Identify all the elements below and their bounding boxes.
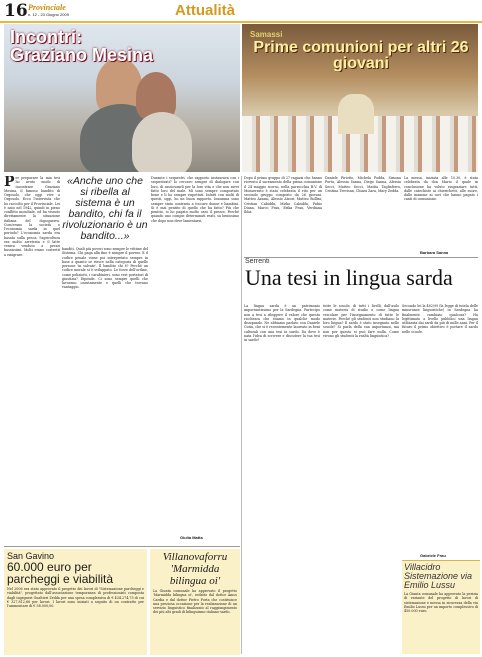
- mesina-column-2: [62, 176, 148, 542]
- pull-quote: «Anche uno che si ribella al sistema è un bandito, chi fa il rivoluzionario è un bandito...»: [62, 176, 148, 242]
- tesi-column-3: Secondo lei la 482/99 (la legge di tutela delle minoranze linguistiche) in Sardegna ha finalmente cambiato qualcosa? Ha legittimato a livello pubblico una lingua utilizzata dai sardi da più di mille anni. Per il futuro il primo obiettivo è portare il sardo nelle scuole.: [402, 304, 478, 334]
- mesina-column-3: [151, 176, 239, 542]
- tesi-headline: Una tesi in lingua sarda: [245, 266, 453, 290]
- comunioni-column-2: Daniele Piriotto, Michela Podda, Simona Porta, Alessia Sanna, Diego Sanna, Alessia Secci, Matteo Secci, Mattia Tagliaferro, Cristina Trevisan, Chiara Zara, Mary Zedda.: [325, 176, 401, 193]
- mesina-col2-text: banditi. Quali più poveri sono sempre le vittime del Sistema. Chi paga alla fine è sempre il povero. E il codice penale viene poi interpretato sempre in base a quanto se riesce nella categoria di quelle persone 'in salvate'. Il bandito chi è? Perché un codice morale si è sviluppato. Le forze dell'ordine, come poliziotti, i carabinieri, sono veri portatori di giustizia? Dipende. Ci sono sempre quelli che lavorano onestamente e quelli che trovano vantaggio.: [62, 247, 148, 290]
- divider: [4, 546, 240, 547]
- comunioni-headline: Prime comunioni per altri 26 giovani: [253, 40, 469, 72]
- tesi-kicker: Serrenti: [245, 258, 270, 265]
- dropcap: P: [4, 176, 15, 190]
- sangavino-kicker: San Gavino: [7, 551, 55, 561]
- sangavino-headline: 60.000 euro per parcheggi e viabilità: [7, 560, 114, 586]
- villacidro-body: La Giunta comunale ha approvato la perizia di variante del progetto di lavori di sistemazione e messa in sicurezza della via Emilio Lussu per un importo complessivo di 450.000 euro.: [404, 592, 478, 613]
- issue-date: n. 12 - 23 Giugno 2009: [28, 12, 69, 17]
- tesi-column-2: tutte le scuole, di tutti i livelli, dall'asilo come materia di studio e come lingua veicolare per l'insegnamento di tutte le materie. Perché gli studenti non studiano la loro lingua? Il sardo è stato insegnato nelle scuole? Si parla della sua importanza, ma non per questo si può fare nulla. Come vivono gli studenti la realtà linguistica?: [323, 304, 399, 338]
- villacidro-kicker: Villacidro: [404, 562, 441, 572]
- comunioni-column-1: Dopo il primo gruppo di 27 ragazzi che hanno ricevuto il sacramento della prima comunione il 24 maggio scorso, nella parrocchia B.V. di Monserrato è stata celebrata il rito per un secondo gruppo composto da 26 giovani. Matteo Azzani, Alessio Atzori, Matteo Bollini, Cristian Cabiddu, Mirko Cabiddu, Fabio Diana, Marco Frau, Erika Frau, Verdiana Ibba.: [244, 176, 322, 214]
- page-number: 16: [4, 1, 28, 21]
- tesi-column-1: La lingua sarda è un patrimonio importantissimo per la Sardegna. Partecipo non a tesi a rileggere il valore che questa ricchezza che stiamo in qualche modo dissipando. Ne abbiamo parlato con Daniele Cutiu, che si è recentemente laureato in beni culturali con una tesi in sardo. Da dove è nata l'idea di scrivere e discutere la tua tesi in sardo?: [244, 304, 320, 342]
- divider: [244, 257, 478, 258]
- comunioni-kicker: Samassi: [250, 30, 283, 39]
- villacidro-headline: Sistemazione via Emilio Lussu: [404, 571, 473, 590]
- center-divider: [241, 176, 242, 654]
- mesina-col1-text: er preparare la mia tesi ho avuto modo di incontrare Graziano Mesina, il famoso bandito di Orgosolo, che oggi vive a Orgosolo. Ecco l'intervista che ho raccolto per il Provinciale. Lei è nato nel 1942, quindi in pieno conflitto mondiale, ed ha vissuto direttamente la situazione italiana del dopoguerra. Com'erano la società e l'economia sarda in quel periodo? L'economia sarda era basata sulla pesca, l'agricoltura era molto arretrata e il latte veniva venduto a prezzi bassissimi. Molti erano costretti a emigrare.: [4, 176, 60, 257]
- villacidro-box: [402, 560, 480, 654]
- section-title: Attualità: [175, 2, 235, 19]
- sangavino-box: [4, 549, 147, 655]
- comunioni-byline: Barbara Sanna: [420, 250, 449, 255]
- tesi-byline: Gabriele Frau: [420, 553, 446, 558]
- mesina-headline-line1: Incontri:: [10, 28, 82, 47]
- mesina-column-1: [4, 176, 60, 542]
- villanova-box: [150, 549, 240, 655]
- top-rule: [0, 21, 482, 23]
- mesina-byline: Giulia Matta: [180, 535, 203, 540]
- comunioni-column-3: La messa, iniziata alle 10.30, è stata celebrata da don Mario il quale in conclusione ha voluto ringraziare tutti, dalle catechiste ai chierichetti, alle suore, dalle mamme ai cori che hanno pagato i canti di comunione.: [404, 176, 478, 202]
- mesina-headline: [10, 28, 240, 64]
- villanova-headline: Villanovaforru 'Marmidda bilingua oi': [162, 551, 228, 587]
- newspaper-logo: Provinciale: [28, 3, 66, 12]
- sangavino-body: Nel 2006 era stato approvato il progetto dei lavori di "Sistemazione parcheggi e viabilità", progettato dall'associazione temporanea di professionisti composta dagli ingegneri Gualtieri Zedda per una spesa complessiva di € 434.274,75 di cui € 327.812,68 per lavori. I lavori sono iniziati a seguito di un contratto per l'ammontare di € 58.000,00.: [7, 587, 144, 608]
- mesina-col3-text: Durante i sequestri, che rapporto instaurava con i sequestrati? Io cercavo sempre di dialogare con loro, di rassicurarli per la loro vita e che non avrei fatto loro del male. Mi sono sempre comportato bene e li ho sempre rispettati. Infatti con molti di questi, oggi, ho un buon rapporto. Insomma sono sempre stato contrario a toccare donne e bambini. Si è mai pentito di quello che ha fatto? Più che pentito, io ho pagato molto caro il prezzo. Perché quando uno compie determinati reati, sa benissimo che dopo non deve lamentarsi.: [151, 176, 239, 223]
- mesina-headline-line2: Graziano Mesina: [10, 45, 154, 64]
- villanova-body: La Giunta comunale ha approvato il progetto 'Marmidda bilingua oi', redatto dal dottor Amos Cardia e dal dottor Pietro Porta che costituisce una preziosa occasione per la realizzazione di un servizio linguistico finalizzato al raggiungimento dei più alti gradi di bilinguismo italiano-sardo.: [153, 589, 237, 615]
